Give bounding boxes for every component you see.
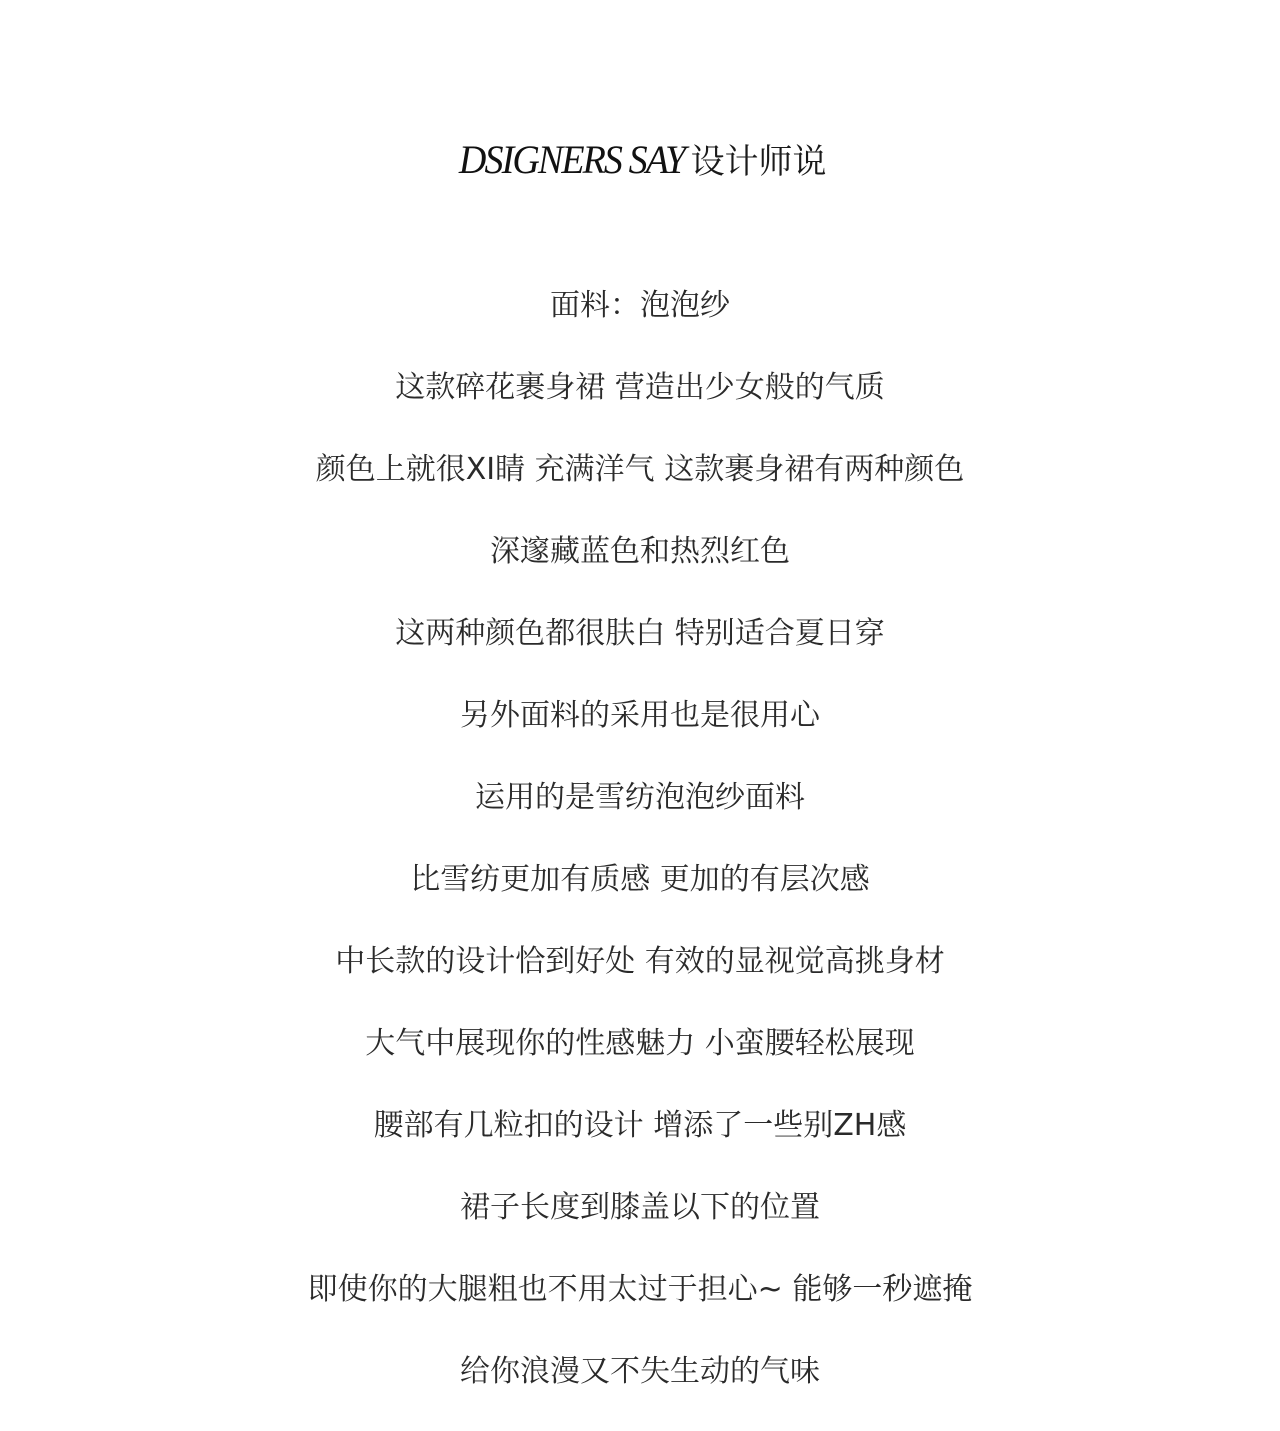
description-line: 大气中展现你的性感魅力 小蛮腰轻松展现 (365, 1026, 915, 1061)
description-line: 比雪纺更加有质感 更加的有层次感 (410, 862, 870, 897)
description-line: 深邃藏蓝色和热烈红色 (490, 534, 790, 569)
page-title-chinese: 设计师说 (690, 142, 827, 182)
description-line: 裙子长度到膝盖以下的位置 (460, 1190, 820, 1225)
description-line: 这两种颜色都很肤白 特别适合夏日穿 (395, 616, 885, 651)
page-title (0, 132, 1280, 188)
description-line: 给你浪漫又不失生动的气味 (460, 1354, 820, 1389)
description-line: 运用的是雪纺泡泡纱面料 (475, 780, 805, 815)
description-line: 颜色上就很XI睛 充满洋气 这款裹身裙有两种颜色 (315, 452, 965, 487)
description-line: 中长款的设计恰到好处 有效的显视觉高挑身材 (335, 944, 945, 979)
description-line: 腰部有几粒扣的设计 增添了一些别ZH感 (373, 1108, 907, 1143)
page-title-english: DSIGNERS SAY (459, 137, 685, 182)
fabric-line: 面料：泡泡纱 (550, 288, 730, 323)
description-text (0, 283, 1280, 1431)
description-line: 即使你的大腿粗也不用太过于担心~ 能够一秒遮掩 (307, 1272, 973, 1307)
description-line: 另外面料的采用也是很用心 (460, 698, 820, 733)
description-line: 这款碎花裹身裙 营造出少女般的气质 (395, 370, 885, 405)
